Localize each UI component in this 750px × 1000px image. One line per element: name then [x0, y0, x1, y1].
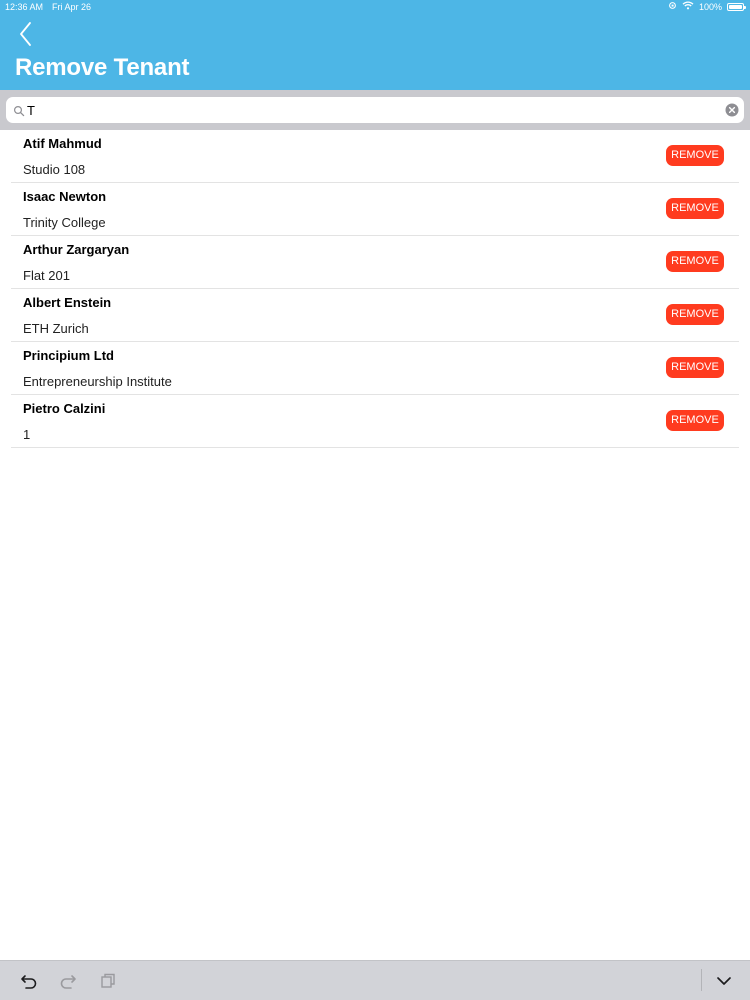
tenant-name: Albert Enstein [23, 295, 112, 310]
redo-icon[interactable] [58, 971, 78, 991]
tenant-name: Principium Ltd [23, 348, 114, 363]
clear-search-icon[interactable] [725, 103, 739, 117]
tenant-unit: Entrepreneurship Institute [23, 374, 172, 389]
nav-header [0, 0, 750, 90]
wifi-icon [682, 1, 694, 12]
search-icon [13, 104, 25, 116]
status-time: 12:36 AM [5, 2, 44, 12]
chevron-left-icon [14, 20, 40, 48]
tenant-row[interactable] [11, 289, 739, 342]
search-bar-container [0, 90, 750, 130]
tenant-unit: Flat 201 [23, 268, 70, 283]
remove-button[interactable]: REMOVE [666, 357, 724, 378]
tenant-unit: ETH Zurich [23, 321, 89, 336]
tenant-unit: 1 [23, 427, 31, 442]
paste-icon[interactable] [98, 971, 118, 991]
tenant-name: Arthur Zargaryan [23, 242, 130, 257]
remove-button[interactable]: REMOVE [666, 251, 724, 272]
remove-button[interactable]: REMOVE [666, 410, 724, 431]
rotation-lock-icon [668, 1, 677, 12]
search-input[interactable] [27, 100, 717, 120]
tenant-list [0, 130, 750, 448]
tenant-row[interactable] [11, 183, 739, 236]
tenant-name: Pietro Calzini [23, 401, 106, 416]
remove-button[interactable]: REMOVE [666, 145, 724, 166]
tenant-row[interactable] [11, 395, 739, 448]
remove-button[interactable]: REMOVE [666, 198, 724, 219]
status-right [668, 1, 744, 12]
tenant-name: Atif Mahmud [23, 136, 102, 151]
status-date: Fri Apr 26 [52, 2, 92, 12]
tenant-name: Isaac Newton [23, 189, 107, 204]
tenant-unit: Studio 108 [23, 162, 86, 177]
status-bar [0, 0, 750, 14]
toolbar-divider [701, 969, 702, 991]
page-title: Remove Tenant [15, 54, 190, 81]
battery-icon [727, 3, 744, 11]
tenant-unit: Trinity College [23, 215, 106, 230]
tenant-row[interactable] [11, 236, 739, 289]
tenant-row[interactable] [11, 342, 739, 395]
keyboard-shortcut-bar [0, 960, 750, 1000]
search-box[interactable] [6, 97, 744, 123]
remove-button[interactable]: REMOVE [666, 304, 724, 325]
battery-percent: 100% [698, 1, 722, 12]
undo-icon[interactable] [19, 971, 39, 991]
hide-keyboard-icon[interactable] [714, 971, 734, 991]
back-button[interactable] [14, 20, 40, 48]
tenant-row[interactable] [11, 130, 739, 183]
